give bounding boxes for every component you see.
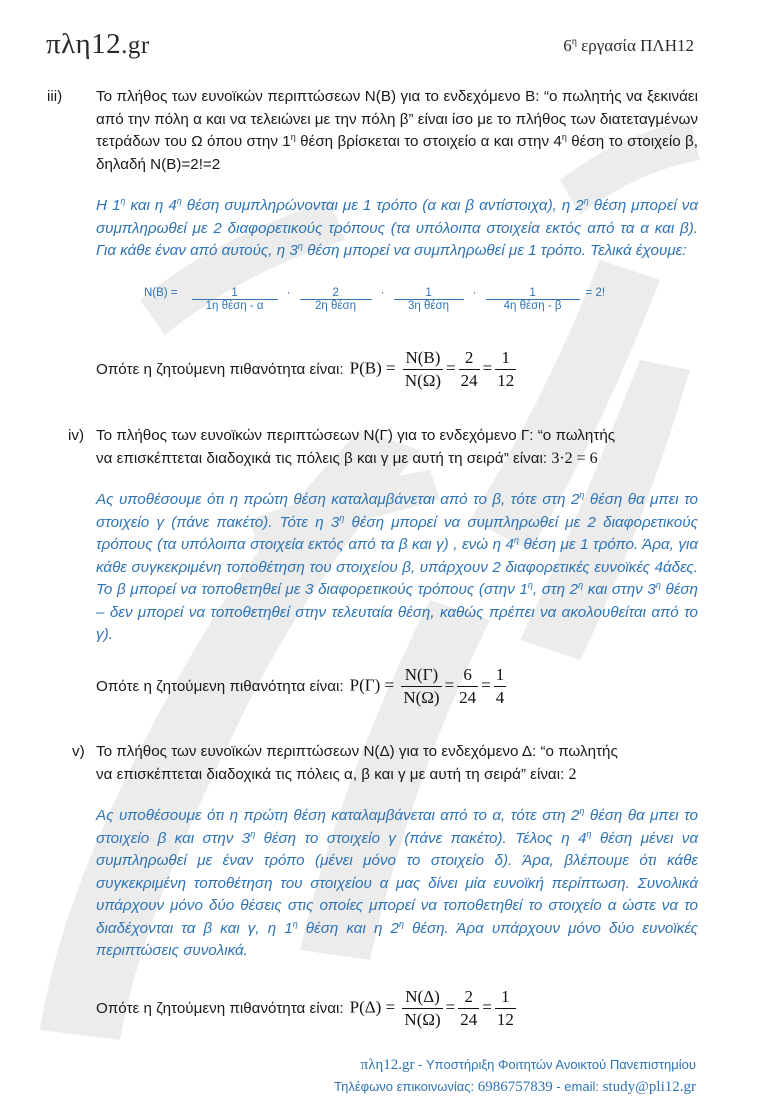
footer-email: study@pli12.gr xyxy=(602,1079,696,1095)
p4-line-2: να επισκέπτεται διαδοχικά τις πόλεις β και γ με αυτή τη σειρά” είναι: xyxy=(96,449,548,467)
part-v-probability xyxy=(96,986,519,1031)
p4-line-2-math: 3·2 = 6 xyxy=(551,449,598,467)
section-title: εργασία ΠΛΗ12 xyxy=(576,36,694,55)
e: θέση μπορεί να συμπληρωθεί με 1 τρόπο. Τελικά έχουμε: xyxy=(302,242,687,259)
site-logo xyxy=(46,28,150,61)
sup: η xyxy=(292,918,298,929)
sup: η xyxy=(290,131,296,142)
sup: η xyxy=(583,195,589,206)
e: θέση μπορεί να συμπληρωθεί με 2 διαφορετικούς τρόπους (τα υπόλοιπα στοιχεία εκτός από τα β και γ) , ενώ η 4 xyxy=(96,513,698,553)
frac-num: 6 xyxy=(457,664,478,687)
formula-term-num: 1 xyxy=(192,287,278,300)
sup: η xyxy=(527,579,533,590)
sup: η xyxy=(578,579,584,590)
formula-result: = 2! xyxy=(585,287,606,299)
part-iii-statement xyxy=(96,86,698,176)
formula-term-den: 2η θέση xyxy=(315,300,357,312)
frac-num: 2 xyxy=(458,986,479,1009)
prob-label: Οπότε η ζητούμενη πιθανότητα είναι: xyxy=(96,1000,344,1017)
frac-num: N(B) xyxy=(403,347,443,370)
frac-den: N(Ω) xyxy=(404,1010,441,1029)
frac-den: 24 xyxy=(459,688,477,707)
sup: η xyxy=(561,131,567,142)
part-iii-probability xyxy=(96,347,519,392)
e: θέση συμπληρώνονται με 1 τρόπο (α και β αντίστοιχα), η 2 xyxy=(181,197,584,214)
eq: = xyxy=(482,997,492,1017)
frac-num: 1 xyxy=(495,347,516,370)
prob-frac xyxy=(495,347,516,392)
sup: η xyxy=(339,512,345,523)
frac-den: 12 xyxy=(497,371,515,390)
frac-den: N(Ω) xyxy=(403,688,440,707)
footer-line-2 xyxy=(334,1079,696,1096)
eq: = xyxy=(444,675,455,695)
formula-term-num: 2 xyxy=(300,287,372,300)
p3-line-4b: θέση το στοιχείο β, δηλαδή N(B)=2!=2 xyxy=(96,133,698,173)
prob-frac xyxy=(495,986,516,1031)
e: θέση. Άρα υπάρχουν μόνο δύο ευνοϊκές περιπτώσεις συνολικά. xyxy=(96,919,698,959)
section-number: 6 xyxy=(563,36,572,55)
e: θέση με 1 τρόπο. Άρα, για κάθε συγκεκριμένη τοποθέτηση του στοιχείου β, υπάρχουν 2 διαφορετικές ευνοϊκές 4άδες. Το β μπορεί να τοποθετηθεί με 3 διαφορετικούς τρόπους (στην 1 xyxy=(96,536,698,598)
part-v-marker: v) xyxy=(72,743,85,760)
p3-line-3: πλήθος των διατεταγμένων τετράδων του Ω όπου στην 1 xyxy=(96,110,699,150)
prob-frac xyxy=(401,664,441,709)
sup: η xyxy=(513,534,519,545)
e: θέση και η 2 xyxy=(297,919,399,937)
p3-line-2: να ξεκινάει από την πόλη α και να τελειώνει με την πόλη β” είναι ίσο με το xyxy=(96,88,698,128)
e: θέση – δεν μπορεί να τοποθετηθεί στην τελευταία θέση, καθώς πρέπει να ακολουθείται από το γ). xyxy=(96,581,698,643)
sup: η xyxy=(120,195,126,206)
p3-line-1: Το πλήθος των ευνοϊκών περιπτώσεων N(B) για το ενδεχόμενο Β: “ο πωλητής xyxy=(96,88,622,105)
frac-num: 1 xyxy=(494,664,507,687)
logo-main: πλη12 xyxy=(46,28,122,60)
eq: = xyxy=(481,675,491,695)
section-sup: η xyxy=(571,36,577,48)
part-iv-explanation xyxy=(96,489,698,647)
sup: η xyxy=(586,828,592,839)
formula-term-num: 1 xyxy=(394,287,464,300)
e: Ας υποθέσουμε ότι η πρώτη θέση καταλαμβάνεται από το α, τότε στη 2 xyxy=(96,807,580,824)
e: θέση θα μπει το στοιχείο β και στην 3 xyxy=(96,807,698,847)
prob-lhs: P(B) = xyxy=(349,358,396,378)
frac-num: N(Γ) xyxy=(401,664,441,687)
footer-phone: 6986757839 xyxy=(477,1079,553,1095)
formula-term-num: 1 xyxy=(486,287,580,300)
prob-formula xyxy=(350,347,520,392)
part-iv-marker: iv) xyxy=(68,427,85,444)
footer-email-label: - email: xyxy=(552,1079,603,1094)
footer-tagline: - Υποστήριξη Φοιτητών Ανοικτού Πανεπιστημίου xyxy=(414,1057,696,1072)
formula-term-den: 1η θέση - α xyxy=(205,300,264,312)
p4-line-1: Το πλήθος των ευνοϊκών περιπτώσεων N(Γ) για το ενδεχόμενο Γ: “ο πωλητής xyxy=(96,427,616,444)
p5-line-1: Το πλήθος των ευνοϊκών περιπτώσεων N(Δ) για το ενδεχόμενο Δ: “ο πωλητής xyxy=(96,743,618,760)
footer-site: πλη12.gr xyxy=(360,1057,415,1073)
frac-num: 2 xyxy=(459,347,480,370)
e: θέση μένει να συμπληρωθεί με έναν τρόπο (μένει μόνο το στοιχείο δ). Άρα, βλέπουμε ότι κάθε συγκεκριμένη τοποθέτηση του στοιχείου α μας δίνει μία ευνοϊκή περίπτωση. Συνολικά υπάρχουν μόνο δύο θέσεις στις οποίες μπορεί να τοποθετηθεί το στοιχείο α ώστε να το διαδέχονται τα β και γ, η 1 xyxy=(96,829,698,937)
p5-line-2: να επισκέπτεται διαδοχικά τις πόλεις α, β και γ με αυτή τη σειρά” είναι: xyxy=(96,765,565,783)
e: και η 4 xyxy=(125,197,177,214)
e: , στη 2 xyxy=(532,581,579,598)
e: και στην 3 xyxy=(583,581,656,598)
part-iii-explanation xyxy=(96,195,698,263)
sup: η xyxy=(398,918,404,929)
formula-lhs: N(B) = xyxy=(144,287,178,299)
part-v-explanation xyxy=(96,805,698,963)
part-iii-marker: iii) xyxy=(47,88,63,105)
sup: η xyxy=(297,240,303,251)
p3-line-3b: θέση βρίσκεται το xyxy=(295,133,419,150)
footer-phone-label: Τηλέφωνο επικοινωνίας: xyxy=(334,1079,478,1094)
formula-dot: · xyxy=(472,287,477,299)
prob-label: Οπότε η ζητούμενη πιθανότητα είναι: xyxy=(96,678,344,695)
footer-line-1 xyxy=(361,1057,696,1074)
e: Ας υποθέσουμε ότι η πρώτη θέση καταλαμβάνεται από το β, τότε στη 2 xyxy=(96,491,580,508)
eq: = xyxy=(482,358,493,378)
part-iv-statement xyxy=(96,425,706,470)
formula-dot: · xyxy=(380,287,385,299)
part-iv-probability xyxy=(96,664,509,709)
frac-den: 24 xyxy=(460,371,478,390)
e: θέση μπορεί να συμπληρωθεί με 2 διαφορετικούς τρόπους (τα υπόλοιπα στοιχεία εκτός από τα α και β). Για κάθε έναν από αυτούς, η 3 xyxy=(96,197,699,259)
prob-lhs: P(Δ) = xyxy=(349,997,396,1017)
frac-den: 4 xyxy=(495,688,505,707)
sup: η xyxy=(176,195,182,206)
sup: η xyxy=(655,579,661,590)
e: θέση θα μπει το στοιχείο γ (πάνε πακέτο). Τότε η 3 xyxy=(96,491,698,531)
prob-frac xyxy=(402,986,442,1031)
prob-formula xyxy=(350,664,510,709)
prob-lhs: P(Γ) = xyxy=(349,675,395,695)
nb-product-formula xyxy=(142,287,607,312)
header-section-title xyxy=(563,36,694,56)
e: θέση το στοιχείο γ (πάνε πακέτο). Τέλος η 4 xyxy=(255,829,587,847)
sup: η xyxy=(250,828,256,839)
frac-den: 12 xyxy=(496,1010,514,1029)
prob-formula xyxy=(350,986,519,1031)
p3-line-4: στοιχείο α και στην 4 xyxy=(422,133,562,150)
eq: = xyxy=(445,997,456,1017)
frac-den: N(Ω) xyxy=(404,371,442,390)
e: Η 1 xyxy=(96,197,121,214)
sup: η xyxy=(579,489,585,500)
part-v-statement xyxy=(96,741,706,786)
prob-frac xyxy=(459,347,480,392)
p5-line-2-math: 2 xyxy=(568,765,577,783)
prob-frac xyxy=(403,347,443,392)
formula-table xyxy=(142,287,607,312)
prob-frac xyxy=(494,664,507,709)
frac-num: 1 xyxy=(495,986,516,1009)
prob-frac xyxy=(458,986,479,1031)
prob-label: Οπότε η ζητούμενη πιθανότητα είναι: xyxy=(96,361,344,378)
formula-dot: · xyxy=(286,287,291,299)
frac-num: N(Δ) xyxy=(402,986,442,1009)
prob-frac xyxy=(457,664,478,709)
formula-term-den: 4η θέση - β xyxy=(503,300,562,312)
eq: = xyxy=(446,358,456,378)
frac-den: 24 xyxy=(460,1010,478,1029)
sup: η xyxy=(579,805,585,816)
logo-suffix: .gr xyxy=(121,32,150,59)
formula-term-den: 3η θέση xyxy=(408,300,450,312)
